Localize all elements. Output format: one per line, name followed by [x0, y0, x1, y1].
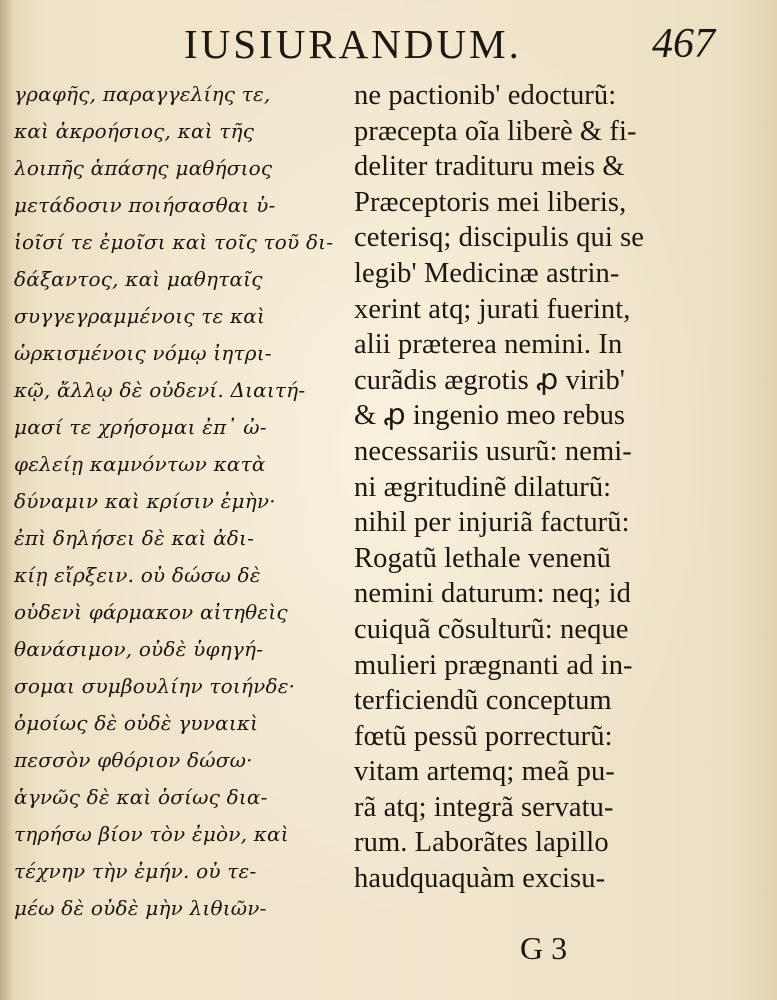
- greek-text-line: μέω δὲ οὐδὲ μὴν λιθιῶν-: [14, 896, 267, 920]
- latin-text-line: fœtũ pessũ porrecturũ:: [354, 720, 613, 752]
- latin-text-line: curãdis ægrotis ꝓ virib': [354, 364, 626, 396]
- greek-text-line: ὡρκισμένοις νόμῳ ἰητρι-: [14, 341, 272, 365]
- page-number: 467: [652, 21, 715, 67]
- greek-text-line: οὐδενὶ φάρμακον αἰτηθεὶς: [14, 600, 288, 624]
- greek-text-line: ὁμοίως δὲ οὐδὲ γυναικὶ: [14, 711, 259, 735]
- greek-text-line: λοιπῆς ἁπάσης μαθήσιος: [14, 156, 273, 180]
- greek-text-line: δύναμιν καὶ κρίσιν ἐμὴν·: [14, 489, 276, 513]
- latin-text-line: Rogatũ lethale venenũ: [354, 542, 611, 574]
- greek-text-line: θανάσιμον, οὐδὲ ὑφηγή-: [14, 637, 264, 661]
- greek-text-line: ἱοῖσί τε ἐμοῖσι καὶ τοῖς τοῦ δι-: [14, 230, 334, 254]
- greek-text-line: πεσσὸν φθόριον δώσω·: [14, 748, 253, 772]
- latin-text-line: terficiendũ conceptum: [354, 685, 612, 717]
- latin-text-line: præcepta oĩa liberè & fi-: [354, 115, 637, 147]
- greek-text-line: κίῃ εἴρξειν. οὐ δώσω δὲ: [14, 563, 261, 587]
- greek-text-line: καὶ ἀκροήσιος, καὶ τῆς: [14, 119, 255, 143]
- latin-text-line: haudquaquàm excisu-: [354, 863, 606, 895]
- greek-text-line: δάξαντος, καὶ μαθηταῖς: [14, 267, 263, 291]
- greek-text-line: συγγεγραμμένοις τε καὶ: [14, 304, 266, 328]
- latin-text-line: cuiquã cõsulturũ: neque: [354, 613, 629, 645]
- latin-text-line: ceterisq; discipulis qui se: [354, 222, 645, 254]
- running-title: IUSIURANDUM.: [184, 21, 522, 67]
- greek-text-line: τηρήσω βίον τὸν ἐμὸν, καὶ: [14, 822, 289, 846]
- greek-text-line: φελείῃ καμνόντων κατὰ: [14, 452, 266, 476]
- latin-text-column: [354, 78, 714, 897]
- greek-text-line: κῷ, ἄλλῳ δὲ οὐδενί. Διαιτή-: [14, 378, 306, 402]
- greek-text-line: σομαι συμβουλίην τοιήνδε·: [14, 674, 296, 698]
- latin-text-line: nihil per injuriã facturũ:: [354, 507, 630, 539]
- greek-text-line: ἐπὶ δηλήσει δὲ καὶ ἀδι-: [14, 526, 255, 550]
- latin-text-line: necessariis usurũ: nemi-: [354, 435, 632, 467]
- gutter-shadow: [0, 0, 14, 1000]
- latin-text-line: xerint atq; jurati fuerint,: [354, 293, 631, 325]
- greek-text-line: γραφῆς, παραγγελίης τε,: [14, 82, 271, 106]
- latin-text-line: Præceptoris mei liberis,: [354, 186, 627, 218]
- greek-text-line: τέχνην τὴν ἐμήν. οὐ τε-: [14, 859, 257, 883]
- greek-text-line: ἁγνῶς δὲ καὶ ὁσίως δια-: [14, 785, 268, 809]
- latin-text-line: mulieri prægnanti ad in-: [354, 649, 633, 681]
- latin-text-line: & ꝓ ingenio meo rebus: [354, 400, 626, 432]
- latin-text-line: ne pactionib' edocturũ:: [354, 80, 617, 111]
- latin-text-line: legib' Medicinæ astrin-: [354, 257, 620, 289]
- latin-text-line: rum. Laborãtes lapillo: [354, 827, 609, 859]
- latin-text-line: deliter tradituru meis &: [354, 151, 625, 183]
- greek-text-column: [14, 76, 336, 927]
- greek-text-line: μετάδοσιν ποιήσασθαι ὑ-: [14, 193, 276, 217]
- signature-mark: G 3: [520, 930, 568, 966]
- latin-text-line: rã atq; integrã servatu-: [354, 791, 614, 823]
- greek-text-line: μασί τε χρήσομαι ἐπ᾽ ὠ-: [14, 415, 267, 439]
- latin-text-line: alii præterea nemini. In: [354, 329, 623, 361]
- running-head: [0, 14, 777, 74]
- latin-text-line: vitam artemq; meã pu-: [354, 756, 615, 788]
- latin-text-line: ni ægritudinẽ dilaturũ:: [354, 471, 612, 503]
- latin-text-line: nemini daturum: neq; id: [354, 578, 631, 610]
